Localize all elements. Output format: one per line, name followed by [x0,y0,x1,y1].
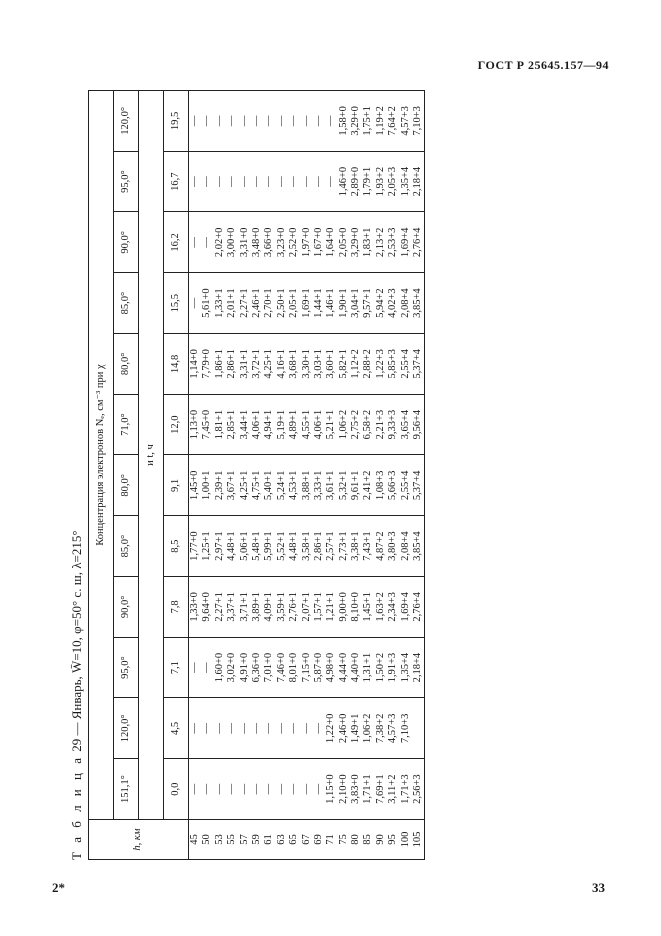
data-value: 1,93+2 [374,166,386,197]
data-value: — [300,176,312,187]
data-value: 2,57+1 [325,531,337,561]
data-value: 1,83+1 [362,227,374,258]
data-value: — [325,115,337,127]
t-header-cell: 9,1 [164,455,189,516]
data-value: 2,97+1 [213,531,225,561]
data-value: 3,89+1 [250,592,262,622]
h-column-header: h, км [89,820,189,860]
data-value: 1,63+2 [374,592,386,622]
data-value: 1,69+1 [300,288,312,318]
data-value: 1,25+1 [201,531,213,561]
data-column-cell [189,637,425,698]
data-value: 2,52+0 [288,227,300,258]
t-header-cell: 16,2 [164,212,189,273]
t-header-row [164,91,189,860]
data-value: — [325,176,337,187]
data-value: 7,46+0 [275,652,287,683]
data-value [412,701,424,757]
data-value: 1,15+0 [325,774,337,804]
data-value: — [312,783,324,795]
data-value: 1,69+4 [399,592,411,622]
data-value: 8,01+0 [288,652,300,683]
data-value: 5,82+1 [337,349,349,379]
data-value: 5,24+1 [275,470,287,501]
data-value: — [189,783,200,795]
data-value: 3,37+1 [226,592,238,622]
data-value: 2,01+1 [226,288,238,318]
data-value: — [312,115,324,127]
data-value: 4,91+0 [238,652,250,683]
data-value: — [213,783,225,795]
data-value: 1,58+0 [337,106,349,136]
data-value: 1,35+4 [399,652,411,683]
electron-concentration-table [88,90,425,860]
data-value: 1,81+1 [213,409,225,440]
data-value: — [201,176,213,187]
data-column-cell [189,151,425,212]
height-value: 100 [399,831,411,848]
data-value: — [312,176,324,187]
data-value: — [238,176,250,187]
data-value: 7,10+3 [399,713,411,744]
data-value: 3,03+1 [312,349,324,379]
data-value: 4,89+1 [288,409,300,440]
height-value: 80 [350,834,362,845]
data-value: 2,27+1 [213,592,225,622]
data-value: 3,85+4 [412,288,424,318]
data-value: 5,61+0 [201,288,213,318]
data-value: 4,55+1 [300,409,312,440]
data-value: 1,13+0 [189,409,200,440]
data-value: — [201,723,213,734]
data-column-cell [189,273,425,334]
data-value: 2,88+2 [362,349,374,379]
data-value: 2,50+1 [275,288,287,318]
data-value: 2,10+0 [337,774,349,804]
chi-header-cell: 90,0° [114,577,139,638]
data-value: 3,68+1 [288,349,300,379]
data-value: — [275,723,287,734]
data-value: 1,45+0 [189,470,200,501]
t-header-cell: 0,0 [164,759,189,820]
data-value: — [312,723,324,734]
data-value: 5,19+1 [275,409,287,440]
data-value: 9,00+0 [337,592,349,622]
data-value: 3,80+3 [387,531,399,561]
chi-header-cell: 120,0° [114,698,139,759]
height-value: 55 [226,834,238,845]
data-value: 2,56+3 [412,774,424,804]
data-value: 5,66+3 [387,470,399,501]
data-value: 1,33+0 [189,592,200,622]
data-value: — [288,176,300,187]
data-value: — [189,176,200,187]
data-value: 7,15+0 [300,652,312,683]
data-value: 2,86+1 [226,349,238,379]
data-value: 3,85+4 [412,531,424,561]
table-caption-text: 29 — Январь, W̄=10, φ=50° с. ш, λ=215° [69,530,84,752]
data-value: 5,06+1 [238,531,250,561]
data-value: 2,70+1 [263,288,275,318]
data-value: 2,02+0 [213,227,225,258]
data-value: 3,72+1 [250,349,262,379]
data-value: 1,71+3 [399,774,411,804]
data-value: 1,71+1 [362,774,374,804]
height-values-cell [189,820,425,860]
data-value: 1,35+4 [399,166,411,197]
data-value: 7,01+0 [263,652,275,683]
data-value: 7,64+2 [387,106,399,136]
height-value: 65 [288,834,300,845]
data-value: 3,66+0 [263,227,275,258]
data-value: 3,30+1 [300,349,312,379]
data-value: 4,25+1 [263,349,275,379]
table-body-row [189,91,425,860]
data-value: 1,90+1 [337,288,349,318]
data-value: — [201,237,213,248]
data-value: — [201,115,213,127]
data-value: 1,06+2 [337,409,349,440]
chi-header-cell: 80,0° [114,334,139,395]
data-value: 3,31+0 [238,227,250,258]
data-value: 3,58+1 [300,531,312,561]
data-value: 1,08+3 [374,470,386,501]
data-value: — [300,783,312,795]
data-value: 4,48+1 [288,531,300,561]
data-value: — [263,723,275,734]
data-value: 3,00+0 [226,227,238,258]
t-header-cell: 15,5 [164,273,189,334]
data-value: 1,46+1 [325,288,337,318]
data-value: 1,06+2 [362,713,374,744]
data-value: — [238,783,250,795]
data-value: 2,21+3 [374,409,386,440]
data-value: 2,08+4 [399,531,411,561]
data-column-cell [189,91,425,152]
signature-mark: 2* [52,880,65,895]
data-column-cell [189,759,425,820]
data-value: 7,10+3 [412,106,424,136]
data-value: 1,64+0 [325,227,337,258]
data-value: 3,04+1 [350,288,362,318]
height-value: 90 [374,834,386,845]
data-value: 5,32+1 [337,470,349,501]
data-value: 1,31+1 [362,652,374,683]
data-value: — [250,115,262,127]
data-column-cell [189,577,425,638]
data-value: 2,85+1 [226,409,238,440]
height-value: 95 [387,834,399,845]
data-value: — [300,115,312,127]
data-value: 4,09+1 [263,592,275,622]
height-value: 75 [337,834,349,845]
table-label: Т а б л и ц а [69,755,84,860]
data-value: — [189,662,200,673]
data-value: 2,55+4 [399,470,411,501]
t-header-cell: 14,8 [164,334,189,395]
data-value: 2,39+1 [213,470,225,501]
data-value: 5,21+1 [325,409,337,440]
data-value: 2,08+4 [399,288,411,318]
data-value: 1,91+3 [387,652,399,683]
height-value: 67 [300,834,312,845]
data-value: 1,00+1 [201,470,213,501]
data-value: 1,50+2 [374,652,386,683]
data-value: 5,99+1 [263,531,275,561]
data-value: 3,60+1 [325,349,337,379]
data-value: — [263,176,275,187]
data-value: 2,05+1 [288,288,300,318]
data-value: 1,44+1 [312,288,324,318]
data-value: 1,49+1 [350,713,362,744]
data-value: 5,37+4 [412,349,424,379]
data-value: 4,53+1 [288,470,300,501]
t-header-cell: 16,7 [164,151,189,212]
data-value: 7,38+2 [374,713,386,744]
data-value: 4,40+0 [350,652,362,683]
data-value: 3,02+0 [226,652,238,683]
data-value: 7,79+0 [201,349,213,379]
data-value: 5,94+2 [374,288,386,318]
data-value: 1,19+2 [374,106,386,136]
data-value: — [288,783,300,795]
height-value: 69 [312,834,324,845]
data-value: 4,98+0 [325,652,337,683]
data-value: 3,29+0 [350,106,362,136]
data-value: 1,60+0 [213,652,225,683]
t-header-cell: 4,5 [164,698,189,759]
data-value: — [275,783,287,795]
data-value: 1,12+2 [350,349,362,379]
chi-header-cell: 90,0° [114,212,139,273]
data-value: 2,46+1 [250,288,262,318]
data-value: 2,05+3 [387,166,399,197]
data-value: 4,57+3 [399,106,411,136]
data-value: — [250,176,262,187]
data-value: 5,37+4 [412,470,424,501]
data-value: 7,45+0 [201,409,213,440]
data-value: 7,43+1 [362,531,374,561]
chi-header-row [114,91,139,860]
data-value: 1,77+0 [189,531,200,561]
height-value: 71 [325,834,337,845]
data-value: 9,57+1 [362,288,374,318]
data-value: 2,86+1 [312,531,324,561]
chi-header-cell: 95,0° [114,637,139,698]
data-value: 2,05+0 [337,227,349,258]
data-value: 2,76+4 [412,227,424,258]
data-value: 1,22+0 [325,713,337,744]
height-value: 45 [189,834,200,845]
data-value: 9,33+3 [387,409,399,440]
data-value: — [189,115,200,127]
height-value: 59 [250,834,262,845]
data-value: — [250,783,262,795]
data-value: 2,89+0 [350,166,362,197]
data-value: 2,76+1 [288,592,300,622]
data-value: 2,53+3 [387,227,399,258]
data-value: 2,41+2 [362,470,374,501]
height-value: 105 [412,831,424,848]
data-value: 7,69+1 [374,774,386,804]
chi-header-cell: 85,0° [114,516,139,577]
data-value: 2,76+4 [412,592,424,622]
data-value: 3,23+0 [275,227,287,258]
data-column-cell [189,516,425,577]
t-header-cell: 12,0 [164,394,189,455]
data-value: 4,48+1 [226,531,238,561]
data-value: 3,65+4 [399,409,411,440]
data-value: 1,46+0 [337,166,349,197]
data-value: — [275,115,287,127]
data-value: 2,27+1 [238,288,250,318]
data-value: 9,61+1 [350,470,362,501]
data-value: 3,33+1 [312,470,324,501]
t-header-cell: 7,8 [164,577,189,638]
data-value: 4,94+1 [263,409,275,440]
t-header-cell: 7,1 [164,637,189,698]
data-column-cell [189,698,425,759]
data-value: 2,34+3 [387,592,399,622]
data-value: 4,75+1 [250,470,262,501]
data-value: 5,87+0 [312,652,324,683]
data-value: 4,06+1 [250,409,262,440]
data-value: 1,57+1 [312,592,324,622]
data-value: 2,07+1 [300,592,312,622]
chi-header-cell: 151,1° [114,759,139,820]
data-value: 3,48+0 [250,227,262,258]
height-value: 85 [362,834,374,845]
data-value: — [189,723,200,734]
data-value: 2,46+0 [337,713,349,744]
table-caption [66,90,88,860]
chi-header-cell: 95,0° [114,151,139,212]
data-value: — [226,115,238,127]
data-value: — [263,783,275,795]
data-column-cell [189,212,425,273]
data-value: 1,22+3 [374,349,386,379]
data-value: — [189,297,200,309]
data-value: 6,36+0 [250,652,262,683]
data-value: 4,44+0 [337,652,349,683]
data-value: — [238,723,250,734]
data-value: 3,29+0 [350,227,362,258]
data-value: — [213,723,225,734]
data-column-cell [189,394,425,455]
data-value: — [263,115,275,127]
data-value: — [201,783,213,795]
data-value: — [226,723,238,734]
data-value: 3,83+0 [350,774,362,804]
page-number: 33 [592,880,605,895]
data-value: 3,61+1 [325,470,337,501]
t-header: и t, ч [139,91,164,820]
height-value: 61 [263,834,275,845]
data-value: — [226,783,238,795]
data-value: 4,02+3 [387,288,399,318]
data-value: 4,25+1 [238,470,250,501]
standard-code: ГОСТ Р 25645.157—94 [477,58,609,72]
data-value: 4,87+2 [374,531,386,561]
data-value: 5,85+3 [387,349,399,379]
data-value: 1,21+1 [325,592,337,622]
data-value: 1,75+1 [362,106,374,136]
data-value: — [213,176,225,187]
data-value: — [250,723,262,734]
t-header-cell: 19,5 [164,91,189,152]
chi-header-cell: 71,0° [114,394,139,455]
data-value: 4,16+1 [275,349,287,379]
t-header-cell: 8,5 [164,516,189,577]
data-value: 3,38+1 [350,531,362,561]
data-value: — [226,176,238,187]
data-value: 1,67+0 [312,227,324,258]
data-value: 2,55+4 [399,349,411,379]
data-value: 5,48+1 [250,531,262,561]
data-value: 5,40+1 [263,470,275,501]
data-value: 2,18+4 [412,652,424,683]
concentration-header: Концентрация электронов Nₑ, см⁻³ при χ [89,91,114,820]
data-value: 8,10+0 [350,592,362,622]
data-value: 1,33+1 [213,288,225,318]
data-value: 3,59+1 [275,592,287,622]
data-value: — [189,237,200,248]
data-value: 3,71+1 [238,592,250,622]
height-value: 57 [238,834,250,845]
data-value: 9,56+4 [412,409,424,440]
chi-header-cell: 120,0° [114,91,139,152]
rotated-table-block [66,90,516,860]
data-column-cell [189,334,425,395]
data-value: — [300,723,312,734]
data-value: 3,67+1 [226,470,238,501]
height-value: 53 [213,834,225,845]
chi-header-cell: 80,0° [114,455,139,516]
data-value: 1,45+1 [362,592,374,622]
data-value: 3,31+1 [238,349,250,379]
data-value: 3,11+2 [387,774,399,804]
data-value: 5,52+1 [275,531,287,561]
data-column-cell [189,455,425,516]
data-value: 9,64+0 [201,592,213,622]
height-value: 63 [275,834,287,845]
data-value: 1,79+1 [362,166,374,197]
data-value: — [213,115,225,127]
height-value: 50 [201,834,213,845]
data-value: 2,75+2 [350,409,362,440]
data-value: 2,13+2 [374,227,386,258]
data-value: 3,44+1 [238,409,250,440]
data-value: — [238,115,250,127]
data-value: 1,14+0 [189,349,200,379]
chi-header-cell: 85,0° [114,273,139,334]
data-value: 3,88+1 [300,470,312,501]
data-value: 4,57+3 [387,713,399,744]
data-value: 1,86+1 [213,349,225,379]
data-value: 2,73+1 [337,531,349,561]
data-value: — [201,662,213,673]
data-value: — [275,176,287,187]
data-value: 6,58+2 [362,409,374,440]
data-value: 4,06+1 [312,409,324,440]
data-value: — [288,115,300,127]
data-value: — [288,723,300,734]
data-value: 2,18+4 [412,166,424,197]
data-value: 1,69+4 [399,227,411,258]
data-value: 1,97+0 [300,227,312,258]
